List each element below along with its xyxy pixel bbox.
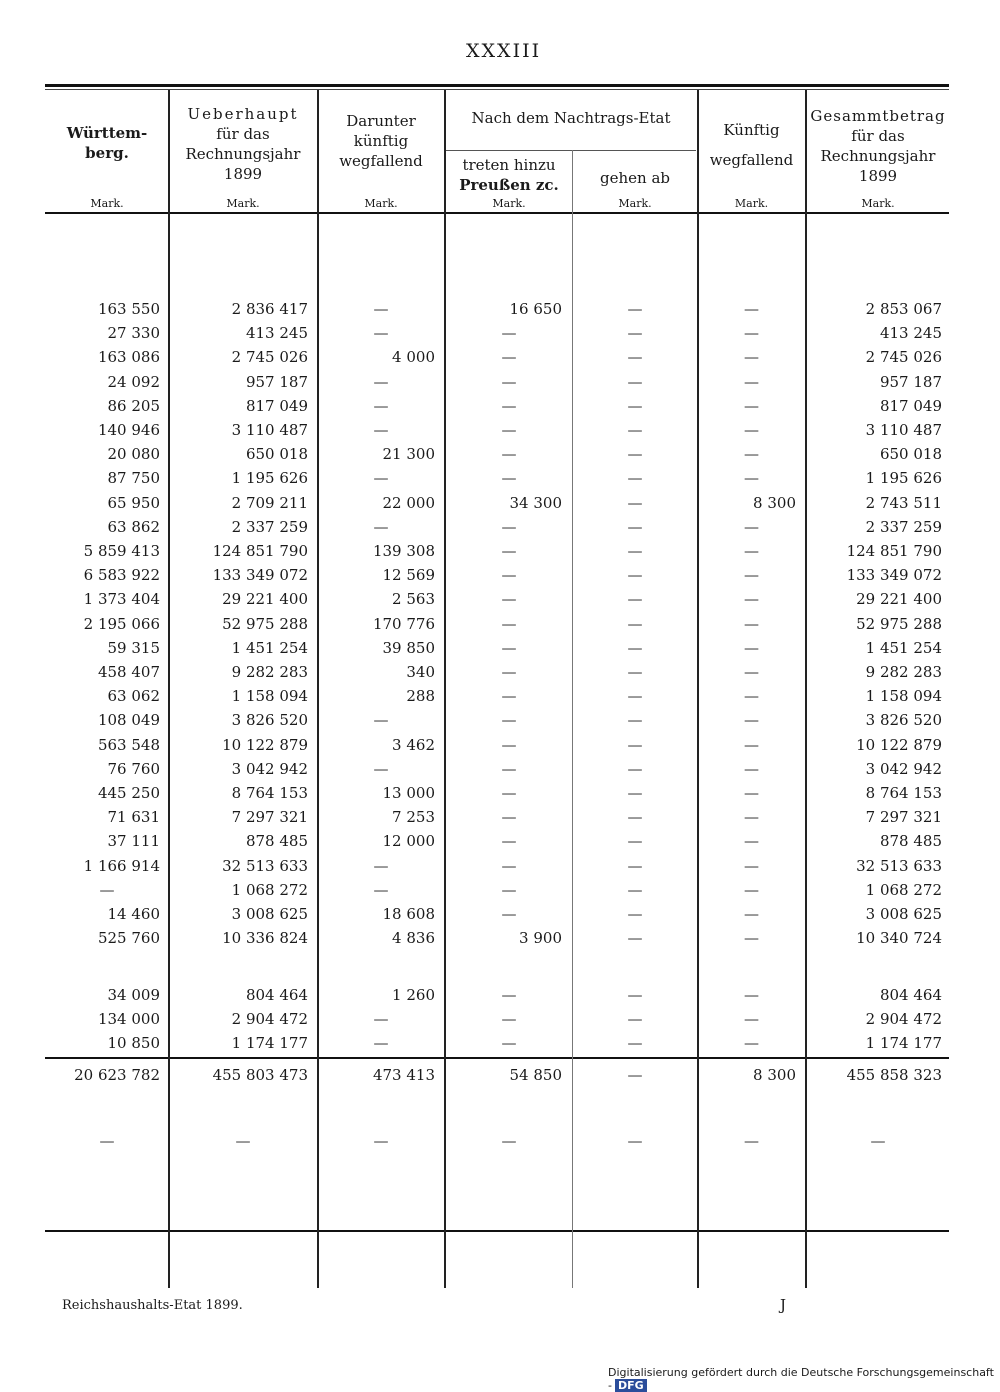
table-row-cell: —: [744, 614, 759, 633]
table-row-cell: 2 195 066: [83, 614, 160, 633]
header-col2: [170, 104, 316, 184]
table-row-cell: —: [744, 566, 759, 585]
table-row-cell: —: [373, 1034, 389, 1052]
total-cell: 455 858 323: [846, 1066, 942, 1084]
table-row-cell: 63 062: [107, 687, 160, 706]
table-row-cell: 133 349 072: [212, 566, 308, 585]
header-col6-line1: Künftig: [723, 121, 780, 139]
col-divider-2: [317, 90, 319, 1288]
table-row-cell: —: [744, 348, 759, 367]
table-row-cell: 108 049: [97, 711, 160, 730]
extra-cell: —: [870, 1132, 886, 1150]
table-row-cell: —: [627, 784, 643, 802]
table-row-cell: —: [627, 986, 643, 1004]
table-row-cell: 34 300: [509, 493, 562, 512]
table-row-cell: 650 018: [879, 445, 942, 464]
table-row-cell: —: [373, 711, 389, 730]
table-row-cell: 7 253: [392, 808, 435, 827]
table-row-cell: 32 513 633: [222, 856, 308, 875]
table-row-cell: 1 195 626: [231, 469, 308, 488]
table-row-cell: 29 221 400: [856, 590, 942, 609]
table-row-cell: 10 340 724: [856, 929, 942, 948]
table-row-cell: —: [744, 421, 759, 439]
table-row-cell: 2 853 067: [865, 300, 942, 318]
unit-col4: Mark.: [492, 197, 526, 210]
table-row-cell: 24 092: [107, 372, 160, 391]
table-row-cell: —: [627, 1010, 643, 1028]
table-row-cell: 1 195 626: [865, 469, 942, 488]
table-row-cell: 124 851 790: [212, 542, 308, 560]
table-row-cell: 7 297 321: [865, 808, 942, 827]
table-row-cell: —: [627, 372, 643, 391]
header-col1-line2: berg.: [85, 144, 129, 162]
table-row-cell: —: [627, 905, 643, 923]
table-row-cell: 7 297 321: [231, 808, 308, 827]
table-row-cell: 163 550: [97, 300, 160, 318]
table-row-cell: 29 221 400: [222, 590, 308, 609]
table-row-cell: 140 946: [97, 421, 160, 439]
table-row-cell: —: [744, 445, 759, 464]
table-row-cell: —: [501, 1034, 517, 1052]
table-row-cell: —: [501, 711, 517, 730]
table-row-cell: 21 300: [382, 445, 435, 464]
table-row-cell: 14 460: [107, 905, 160, 923]
table-row-cell: 458 407: [97, 663, 160, 681]
table-row-cell: —: [744, 517, 759, 536]
header-col5: gehen ab: [600, 169, 670, 187]
table-row-cell: —: [627, 517, 643, 536]
table-row-cell: 12 000: [382, 832, 435, 851]
header-col4: [446, 155, 572, 195]
table-row-cell: —: [501, 663, 517, 681]
table-row-cell: 52 975 288: [856, 614, 942, 633]
table-row-cell: 1 158 094: [231, 687, 308, 706]
table-row-cell: —: [373, 421, 389, 439]
table-row-cell: 10 336 824: [222, 929, 308, 948]
table-row-cell: 9 282 283: [231, 663, 308, 681]
page-number: XXXIII: [466, 40, 542, 62]
table-row-cell: 1 373 404: [83, 590, 160, 609]
table-row-cell: —: [744, 832, 759, 851]
table-row-cell: —: [501, 759, 517, 778]
table-row-cell: —: [627, 1034, 643, 1052]
col-divider-1: [168, 90, 170, 1288]
header-col1-line1: Württem-: [66, 124, 148, 142]
footer-right: J: [780, 1296, 787, 1314]
table-row-cell: —: [627, 493, 643, 512]
group-rule: [446, 150, 696, 151]
unit-col1: Mark.: [90, 197, 124, 210]
table-row-cell: —: [744, 759, 759, 778]
table-row-cell: 34 009: [107, 986, 160, 1004]
table-row-cell: —: [744, 324, 759, 343]
header-col3-line1: Darunter: [346, 112, 416, 130]
table-row-cell: —: [501, 348, 517, 367]
table-row-cell: —: [744, 856, 759, 875]
table-row-cell: 18 608: [382, 905, 435, 923]
table-row-cell: 1 174 177: [865, 1034, 942, 1052]
table-row-cell: 39 850: [382, 638, 435, 657]
table-row-cell: 4 836: [392, 929, 435, 948]
table-row-cell: —: [501, 832, 517, 851]
header-col7-line2: für das: [851, 127, 905, 145]
credit-line: [608, 1366, 1000, 1392]
total-cell: 20 623 782: [74, 1066, 160, 1084]
table-row-cell: 957 187: [245, 372, 308, 391]
bottom-rule: [45, 1230, 949, 1232]
header-col7: [807, 106, 949, 186]
table-row-cell: —: [501, 880, 517, 899]
table-row-cell: —: [627, 711, 643, 730]
table-row-cell: 2 745 026: [865, 348, 942, 367]
unit-col7: Mark.: [861, 197, 895, 210]
header-col3-line2: künftig: [353, 132, 409, 150]
header-col1: [48, 123, 166, 163]
table-row-cell: 71 631: [107, 808, 160, 827]
table-row-cell: 413 245: [245, 324, 308, 343]
table-row-cell: 170 776: [372, 614, 435, 633]
header-col3-line3: wegfallend: [339, 152, 423, 170]
table-row-cell: 163 086: [97, 348, 160, 367]
table-row-cell: —: [744, 929, 759, 948]
table-row-cell: —: [627, 542, 643, 560]
table-row-cell: —: [744, 808, 759, 827]
top-rule-thin: [45, 89, 949, 90]
table-row-cell: 32 513 633: [856, 856, 942, 875]
table-row-cell: 413 245: [879, 324, 942, 343]
table-row-cell: 817 049: [879, 396, 942, 415]
table-row-cell: —: [501, 986, 517, 1004]
table-row-cell: 52 975 288: [222, 614, 308, 633]
table-row-cell: —: [501, 542, 517, 560]
table-row-cell: —: [501, 590, 517, 609]
table-row-cell: —: [373, 880, 389, 899]
header-col2-line1: Ueberhaupt: [187, 105, 299, 123]
header-col4-line2: Preußen zc.: [459, 176, 559, 194]
top-rule-thick: [45, 84, 949, 87]
table-row-cell: —: [501, 905, 517, 923]
table-row-cell: —: [744, 396, 759, 415]
table-row-cell: 2 337 259: [231, 517, 308, 536]
table-row-cell: 2 836 417: [231, 300, 308, 318]
table-row-cell: 22 000: [382, 493, 435, 512]
table-row-cell: 3 042 942: [865, 759, 942, 778]
table-row-cell: —: [373, 469, 389, 488]
table-row-cell: —: [501, 735, 517, 754]
table-row-cell: 87 750: [107, 469, 160, 488]
table-row-cell: 3 826 520: [231, 711, 308, 730]
col-divider-4: [572, 150, 573, 1288]
table-row-cell: 8 300: [753, 493, 796, 512]
table-row-cell: —: [744, 687, 759, 706]
table-row-cell: 3 042 942: [231, 759, 308, 778]
table-row-cell: 288: [406, 687, 435, 706]
table-row-cell: 817 049: [245, 396, 308, 415]
table-row-cell: —: [744, 300, 759, 318]
table-row-cell: —: [373, 396, 389, 415]
table-row-cell: 1 451 254: [865, 638, 942, 657]
table-row-cell: —: [501, 517, 517, 536]
header-col2-line3: Rechnungsjahr: [185, 145, 301, 163]
table-row-cell: 340: [406, 663, 435, 681]
table-row-cell: —: [501, 566, 517, 585]
table-row-cell: —: [744, 469, 759, 488]
table-row-cell: 65 950: [107, 493, 160, 512]
table-row-cell: —: [744, 542, 759, 560]
table-row-cell: —: [744, 711, 759, 730]
table-row-cell: 650 018: [245, 445, 308, 464]
table-row-cell: —: [373, 300, 389, 318]
unit-col5: Mark.: [618, 197, 652, 210]
total-cell: 473 413: [372, 1066, 435, 1084]
table-row-cell: 124 851 790: [846, 542, 942, 560]
table-row-cell: 1 451 254: [231, 638, 308, 657]
table-row-cell: —: [627, 832, 643, 851]
header-col2-line2: für das: [216, 125, 270, 143]
table-row-cell: —: [627, 663, 643, 681]
table-row-cell: 3 900: [519, 929, 562, 948]
table-row-cell: 3 826 520: [865, 711, 942, 730]
table-row-cell: —: [627, 566, 643, 585]
unit-col6: Mark.: [734, 197, 769, 210]
table-row-cell: —: [627, 880, 643, 899]
table-row-cell: 1 166 914: [83, 856, 160, 875]
table-row-cell: —: [373, 324, 389, 343]
table-row-cell: 2 563: [392, 590, 435, 609]
table-row-cell: 1 174 177: [231, 1034, 308, 1052]
table-row-cell: —: [627, 469, 643, 488]
header-col7-line4: 1899: [858, 167, 898, 185]
table-row-cell: 6 583 922: [83, 566, 160, 585]
table-row-cell: —: [627, 614, 643, 633]
header-col4-line1: treten hinzu: [462, 156, 556, 174]
table-row-cell: 12 569: [382, 566, 435, 585]
header-group: Nach dem Nachtrags-Etat: [471, 109, 671, 127]
table-row-cell: 563 548: [97, 735, 160, 754]
table-row-cell: 10 122 879: [856, 735, 942, 754]
table-row-cell: 9 282 283: [865, 663, 942, 681]
table-row-cell: —: [744, 1034, 759, 1052]
table-row-cell: —: [744, 880, 759, 899]
header-rule: [45, 212, 949, 214]
table-row-cell: —: [744, 638, 759, 657]
table-row-cell: 37 111: [107, 832, 160, 851]
table-row-cell: —: [501, 421, 517, 439]
table-row-cell: 525 760: [97, 929, 160, 948]
table-row-cell: 804 464: [879, 986, 942, 1004]
total-cell: 455 803 473: [212, 1066, 308, 1084]
table-row-cell: 3 008 625: [231, 905, 308, 923]
table-row-cell: —: [744, 986, 759, 1004]
unit-col2: Mark.: [226, 197, 260, 210]
table-row-cell: —: [373, 759, 389, 778]
table-row-cell: 1 260: [392, 986, 435, 1004]
unit-col3: Mark.: [364, 197, 398, 210]
table-row-cell: —: [501, 469, 517, 488]
extra-cell: —: [627, 1132, 643, 1150]
table-row-cell: —: [627, 929, 643, 948]
table-row-cell: —: [744, 784, 759, 802]
table-row-cell: 3 110 487: [231, 421, 308, 439]
table-row-cell: —: [627, 638, 643, 657]
table-row-cell: —: [627, 735, 643, 754]
table-row-cell: 804 464: [245, 986, 308, 1004]
table-row-cell: 59 315: [107, 638, 160, 657]
table-row-cell: 1 158 094: [865, 687, 942, 706]
table-row-cell: —: [501, 445, 517, 464]
table-row-cell: 133 349 072: [846, 566, 942, 585]
extra-cell: —: [744, 1132, 759, 1150]
table-row-cell: 10 850: [107, 1034, 160, 1052]
table-row-cell: —: [501, 324, 517, 343]
extra-cell: —: [501, 1132, 517, 1150]
extra-cell: —: [373, 1132, 389, 1150]
extra-cell: —: [235, 1132, 251, 1150]
table-row-cell: 134 000: [97, 1010, 160, 1028]
table-row-cell: —: [744, 735, 759, 754]
header-col6: [699, 120, 804, 170]
total-cell: 8 300: [753, 1066, 796, 1084]
table-row-cell: —: [627, 856, 643, 875]
table-row-cell: 2 745 026: [231, 348, 308, 367]
table-row-cell: 2 904 472: [231, 1010, 308, 1028]
table-row-cell: —: [501, 396, 517, 415]
table-row-cell: 76 760: [107, 759, 160, 778]
header-col2-line4: 1899: [223, 165, 263, 183]
table-row-cell: —: [744, 372, 759, 391]
table-row-cell: —: [627, 396, 643, 415]
table-row-cell: —: [501, 856, 517, 875]
header-col7-line3: Rechnungsjahr: [820, 147, 936, 165]
table-row-cell: 878 485: [245, 832, 308, 851]
table-row-cell: —: [501, 1010, 517, 1028]
table-row-cell: 86 205: [107, 396, 160, 415]
table-row-cell: 2 709 211: [231, 493, 308, 512]
table-row-cell: 878 485: [879, 832, 942, 851]
table-row-cell: —: [501, 638, 517, 657]
table-row-cell: —: [373, 856, 389, 875]
table-row-cell: —: [373, 1010, 389, 1028]
table-row-cell: 4 000: [392, 348, 435, 367]
table-row-cell: —: [744, 1010, 759, 1028]
table-row-cell: —: [627, 300, 643, 318]
table-row-cell: 3 008 625: [865, 905, 942, 923]
table-row-cell: 8 764 153: [231, 784, 308, 802]
table-row-cell: —: [627, 590, 643, 609]
table-row-cell: 3 462: [392, 735, 435, 754]
table-row-cell: —: [373, 372, 389, 391]
col-divider-6: [805, 90, 807, 1288]
table-row-cell: —: [744, 663, 759, 681]
table-row-cell: 2 743 511: [865, 493, 942, 512]
header-col7-line1: Gesammtbetrag: [810, 107, 946, 125]
table-row-cell: —: [627, 421, 643, 439]
table-row-cell: —: [373, 517, 389, 536]
table-row-cell: —: [744, 905, 759, 923]
table-row-cell: 63 862: [107, 517, 160, 536]
table-row-cell: —: [627, 687, 643, 706]
dfg-logo: DFG: [615, 1379, 647, 1392]
header-col6-line2: wegfallend: [709, 151, 794, 169]
table-row-cell: 27 330: [107, 324, 160, 343]
table-row-cell: 3 110 487: [865, 421, 942, 439]
table-row-cell: 957 187: [879, 372, 942, 391]
table-row-cell: —: [627, 445, 643, 464]
table-row-cell: —: [501, 784, 517, 802]
table-row-cell: —: [627, 808, 643, 827]
table-row-cell: —: [744, 590, 759, 609]
extra-cell: —: [99, 1132, 115, 1150]
table-row-cell: 10 122 879: [222, 735, 308, 754]
credit-text: Digitalisierung gefördert durch die Deutsche Forschungsgemeinschaft -: [608, 1366, 994, 1392]
totals-rule: [45, 1057, 949, 1059]
table-row-cell: 13 000: [382, 784, 435, 802]
table-row-cell: —: [99, 880, 115, 899]
table-row-cell: 5 859 413: [83, 542, 160, 560]
table-row-cell: 20 080: [107, 445, 160, 464]
total-cell: —: [627, 1066, 643, 1084]
table-row-cell: —: [501, 614, 517, 633]
table-row-cell: 2 904 472: [865, 1010, 942, 1028]
table-row-cell: —: [627, 348, 643, 367]
table-row-cell: 445 250: [97, 784, 160, 802]
table-row-cell: —: [501, 372, 517, 391]
table-row-cell: 139 308: [372, 542, 435, 560]
table-row-cell: —: [627, 759, 643, 778]
table-row-cell: —: [501, 808, 517, 827]
total-cell: 54 850: [509, 1066, 562, 1084]
table-row-cell: 16 650: [509, 300, 562, 318]
table-row-cell: —: [627, 324, 643, 343]
table-row-cell: —: [501, 687, 517, 706]
header-col3: [319, 111, 443, 171]
table-row-cell: 2 337 259: [865, 517, 942, 536]
table-row-cell: 1 068 272: [865, 880, 942, 899]
table-row-cell: 8 764 153: [865, 784, 942, 802]
footer-left: Reichshaushalts-Etat 1899.: [62, 1298, 243, 1313]
table-row-cell: 1 068 272: [231, 880, 308, 899]
